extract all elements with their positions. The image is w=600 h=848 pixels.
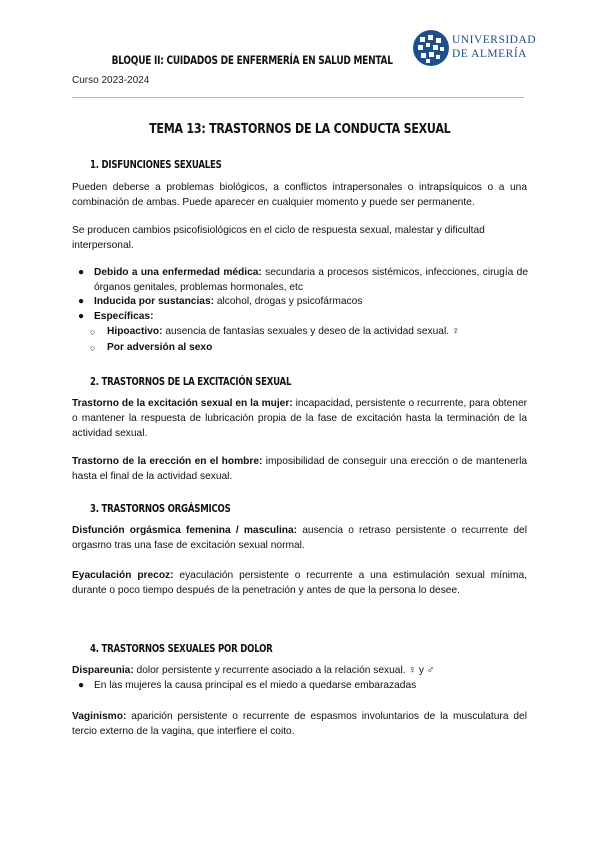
header-block-title: BLOQUE II: CUIDADOS DE ENFERMERÍA EN SALUD MENTAL (111, 53, 393, 67)
section-4-paragraph-1: Dispareunia: dolor persistente y recurrente asociado a la relación sexual. ♀ y ♂ (72, 665, 435, 676)
section-heading-2: 2. TRASTORNOS DE LA EXCITACIÓN SEXUAL (90, 375, 292, 388)
section-1-paragraph-2: Se producen cambios psicofisiológicos en el ciclo de respuesta sexual, malestar y dificultad interpersonal. (72, 225, 485, 251)
bullet-icon: ● (78, 311, 85, 322)
section-2-paragraph-2: Trastorno de la erección en el hombre: imposibilidad de conseguir una erección o de mantenerla hasta el final de la actividad sexual. (72, 456, 527, 482)
hollow-bullet-icon: ○ (90, 343, 96, 353)
section-3-paragraph-2: Eyaculación precoz: eyaculación persistente o recurrente a una estimulación sexual mínima, durante o poco tiempo después de la penetración y antes de que la persona lo desee. (72, 570, 527, 596)
sub-list-item: ○ Por adversión al sexo (90, 341, 530, 356)
section-heading-4: 4. TRASTORNOS SEXUALES POR DOLOR (90, 642, 273, 655)
header-divider (72, 97, 524, 98)
bullet-icon: ● (78, 296, 85, 307)
section-heading-3: 3. TRASTORNOS ORGÁSMICOS (90, 502, 231, 515)
list-item: ● Específicas: (78, 310, 528, 325)
section-2-paragraph-1: Trastorno de la excitación sexual en la mujer: incapacidad, persistente o recurrente, para obtener o mantener la respuesta de lubricación propia de la fase de excitación hasta la terminación de la actividad sexual. (72, 398, 528, 439)
list-item: ● Inducida por sustancias: alcohol, drogas y psicofármacos (78, 295, 528, 310)
section-heading-1: 1. DISFUNCIONES SEXUALES (90, 158, 222, 171)
bullet-icon: ● (78, 680, 85, 691)
list-item: ● En las mujeres la causa principal es el miedo a quedarse embarazadas (78, 679, 528, 694)
logo-text-line1: UNIVERSIDAD (452, 34, 537, 46)
hollow-bullet-icon: ○ (90, 327, 96, 337)
logo-text-line2: DE ALMERÍA (452, 48, 527, 60)
section-3-paragraph-1: Disfunción orgásmica femenina / masculina: ausencia o retraso persistente o recurrente del orgasmo tras una fase de excitación sexual normal. (72, 525, 527, 551)
list-item: ● Debido a una enfermedad médica: secundaria a procesos sistémicos, infecciones, cirugía de órganos genitales, problemas hormonales, etc (78, 267, 528, 293)
sub-list-item: ○ Hipoactivo: ausencia de fantasías sexuales y deseo de la actividad sexual. ♀ (90, 325, 530, 340)
logo-emblem-icon (411, 28, 451, 68)
page-title: TEMA 13: TRASTORNOS DE LA CONDUCTA SEXUAL (149, 121, 451, 137)
bullet-icon: ● (78, 267, 85, 278)
section-1-paragraph-1: Pueden deberse a problemas biológicos, a conflictos intrapersonales o intrapsíquicos o a una combinación de ambas. Puede aparecer en cualquier momento y puede ser permanente. (72, 182, 527, 208)
header-course: Curso 2023-2024 (72, 75, 150, 86)
section-4-paragraph-2: Vaginismo: aparición persistente o recurrente de espasmos involuntarios de la musculatura del tercio externo de la vagina, que interfiere el coito. (72, 711, 527, 737)
